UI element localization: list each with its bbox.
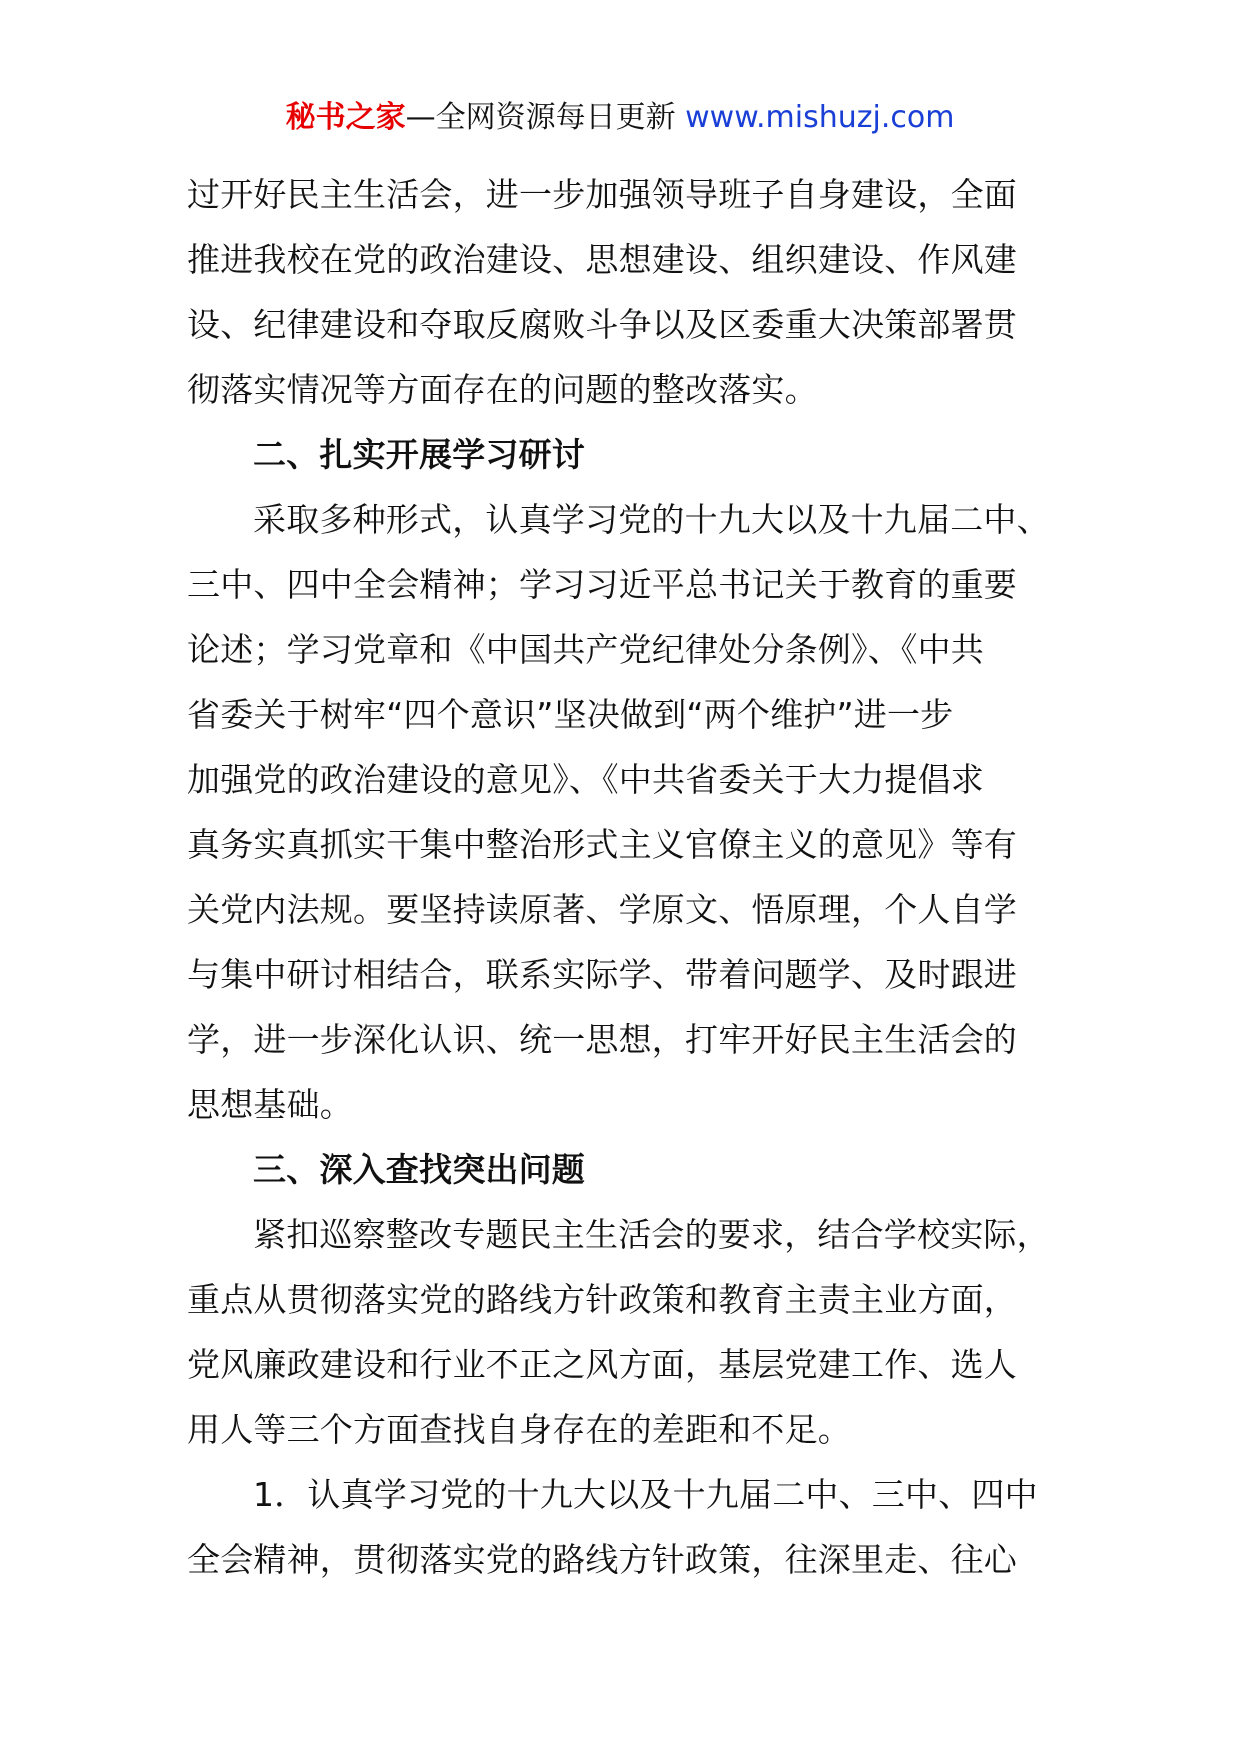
paragraph-line: 三中、四中全会精神；学习习近平总书记关于教育的重要 bbox=[187, 565, 1017, 604]
paragraph-line: 关党内法规。要坚持读原著、学原文、悟原理，个人自学 bbox=[187, 890, 1017, 929]
paragraph-line: 重点从贯彻落实党的路线方针政策和教育主责主业方面， bbox=[187, 1280, 1017, 1319]
section-heading-3: 三、深入查找突出问题 bbox=[253, 1150, 585, 1189]
paragraph-line: 用人等三个方面查找自身存在的差距和不足。 bbox=[187, 1410, 851, 1449]
paragraph-line: 学，进一步深化认识、统一思想，打牢开好民主生活会的 bbox=[187, 1020, 1017, 1059]
site-tagline: —全网资源每日更新 bbox=[405, 100, 676, 135]
paragraph-line: 党风廉政建设和行业不正之风方面，基层党建工作、选人 bbox=[187, 1345, 1017, 1384]
paragraph-line: 推进我校在党的政治建设、思想建设、组织建设、作风建 bbox=[187, 240, 1017, 279]
site-url[interactable]: www.mishuzj.com bbox=[685, 100, 955, 135]
paragraph-line: 紧扣巡察整改专题民主生活会的要求，结合学校实际， bbox=[253, 1215, 1050, 1254]
paragraph-line: 真务实真抓实干集中整治形式主义官僚主义的意见》等有 bbox=[187, 825, 1017, 864]
document-body bbox=[187, 162, 1087, 1592]
paragraph-line: 全会精神，贯彻落实党的路线方针政策，往深里走、往心 bbox=[187, 1540, 1017, 1579]
site-brand: 秘书之家 bbox=[285, 100, 406, 135]
paragraph-line: 过开好民主生活会，进一步加强领导班子自身建设，全面 bbox=[187, 175, 1017, 214]
paragraph-line: 设、纪律建设和夺取反腐败斗争以及区委重大决策部署贯 bbox=[187, 305, 1017, 344]
paragraph-line: 彻落实情况等方面存在的问题的整改落实。 bbox=[187, 370, 818, 409]
paragraph-line: 采取多种形式，认真学习党的十九大以及十九届二中、 bbox=[253, 500, 1050, 539]
paragraph-line: 论述；学习党章和《中国共产党纪律处分条例》、《中共 bbox=[187, 630, 984, 669]
paragraph-line: 省委关于树牢“四个意识”坚决做到“两个维护”进一步 bbox=[187, 695, 954, 734]
paragraph-line: 与集中研讨相结合，联系实际学、带着问题学、及时跟进 bbox=[187, 955, 1017, 994]
paragraph-line: 思想基础。 bbox=[187, 1085, 353, 1124]
site-header bbox=[0, 98, 1240, 138]
paragraph-line: 1．认真学习党的十九大以及十九届二中、三中、四中 bbox=[253, 1475, 1038, 1514]
section-heading-2: 二、扎实开展学习研讨 bbox=[253, 435, 585, 474]
paragraph-line: 加强党的政治建设的意见》、《中共省委关于大力提倡求 bbox=[187, 760, 984, 799]
